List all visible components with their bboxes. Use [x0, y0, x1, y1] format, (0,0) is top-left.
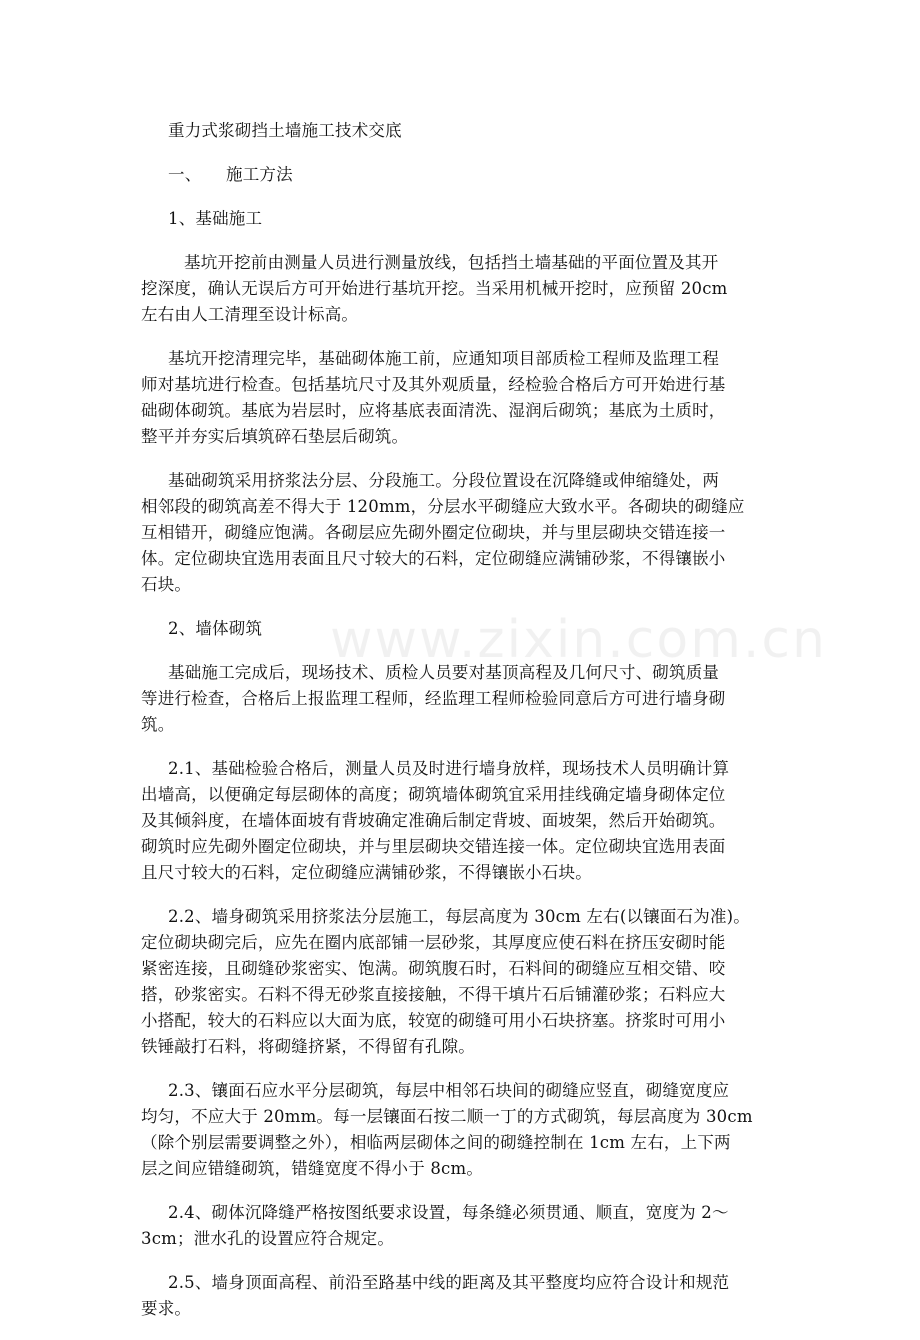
paragraph-line: 出墙高，以便确定每层砌体的高度；砌筑墙体砌筑宜采用挂线确定墙身砌体定位	[141, 785, 726, 804]
document-title: 重力式浆砌挡土墙施工技术交底	[168, 121, 402, 140]
subheading-foundation: 1、基础施工	[168, 209, 263, 228]
paragraph-line: 2.5、墙身顶面高程、前沿至路基中线的距离及其平整度均应符合设计和规范	[168, 1273, 730, 1292]
paragraph-line: 层之间应错缝砌筑，错缝宽度不得小于 8cm。	[141, 1159, 484, 1178]
paragraph-8	[141, 1200, 791, 1252]
paragraph-line: 小搭配，较大的石料应以大面为底，较宽的砌缝可用小石块挤塞。挤浆时可用小	[141, 1011, 726, 1030]
paragraph-line: 整平并夯实后填筑碎石垫层后砌筑。	[141, 427, 409, 446]
paragraph-line: 筑。	[141, 715, 175, 734]
paragraph-line: 师对基坑进行检查。包括基坑尺寸及其外观质量，经检验合格后方可开始进行基	[141, 375, 726, 394]
paragraph-line: 要求。	[141, 1299, 192, 1318]
paragraph-line: 等进行检查，合格后上报监理工程师，经监理工程师检验同意后方可进行墙身砌	[141, 689, 726, 708]
paragraph-1	[141, 250, 791, 328]
paragraph-line: 2.3、镶面石应水平分层砌筑，每层中相邻石块间的砌缝应竖直，砌缝宽度应	[168, 1081, 730, 1100]
watermark: www.zixin.com.cn	[330, 610, 827, 670]
paragraph-line: 基础砌筑采用挤浆法分层、分段施工。分段位置设在沉降缝或伸缩缝处，两	[168, 471, 720, 490]
subheading-wall: 2、墙体砌筑	[168, 619, 263, 638]
paragraph-line: 基坑开挖前由测量人员进行测量放线，包括挡土墙基础的平面位置及其开	[184, 253, 719, 272]
paragraph-7	[141, 1078, 791, 1182]
paragraph-line: 铁锤敲打石料，将砌缝挤紧，不得留有孔隙。	[141, 1037, 475, 1056]
paragraph-3	[141, 468, 791, 598]
section-heading-1	[168, 162, 791, 188]
paragraph-2	[141, 346, 791, 450]
paragraph-line: 相邻段的砌筑高差不得大于 120mm，分层水平砌缝应大致水平。各砌块的砌缝应	[141, 497, 745, 516]
paragraph-line: 左右由人工清理至设计标高。	[141, 305, 359, 324]
section-label: 施工方法	[226, 165, 293, 184]
paragraph-line: 3cm；泄水孔的设置应符合规定。	[141, 1229, 395, 1248]
paragraph-line: 挖深度，确认无误后方可开始进行基坑开挖。当采用机械开挖时，应预留 20cm	[141, 279, 728, 298]
paragraph-line: 基坑开挖清理完毕，基础砌体施工前，应通知项目部质检工程师及监理工程	[168, 349, 720, 368]
paragraph-line: 基础施工完成后，现场技术、质检人员要对基顶高程及几何尺寸、砌筑质量	[168, 663, 720, 682]
paragraph-line: 体。定位砌块宜选用表面且尺寸较大的石料，定位砌缝应满铺砂浆，不得镶嵌小	[141, 549, 726, 568]
paragraph-line: 及其倾斜度，在墙体面坡有背坡确定准确后制定背坡、面坡架，然后开始砌筑。	[141, 811, 726, 830]
paragraph-line: 互相错开，砌缝应饱满。各砌层应先砌外圈定位砌块，并与里层砌块交错连接一	[141, 523, 726, 542]
paragraph-line: 砌筑时应先砌外圈定位砌块，并与里层砌块交错连接一体。定位砌块宜选用表面	[141, 837, 726, 856]
section-number: 一、	[168, 165, 202, 184]
paragraph-line: （除个别层需要调整之外），相临两层砌体之间的砌缝控制在 1cm 左右，上下两	[141, 1133, 731, 1152]
paragraph-line: 础砌体砌筑。基底为岩层时，应将基底表面清洗、湿润后砌筑；基底为土质时，	[141, 401, 726, 420]
paragraph-line: 均匀，不应大于 20mm。每一层镶面石按二顺一丁的方式砌筑，每层高度为 30cm	[141, 1107, 753, 1126]
paragraph-line: 2.1、基础检验合格后，测量人员及时进行墙身放样，现场技术人员明确计算	[168, 759, 730, 778]
document-page	[141, 118, 791, 1340]
paragraph-line: 且尺寸较大的石料，定位砌缝应满铺砂浆，不得镶嵌小石块。	[141, 863, 592, 882]
paragraph-6	[141, 904, 791, 1060]
paragraph-5	[141, 756, 791, 886]
paragraph-line: 2.2、墙身砌筑采用挤浆法分层施工，每层高度为 30cm 左右(以镶面石为准)。	[168, 907, 750, 926]
paragraph-line: 石块。	[141, 575, 192, 594]
paragraph-line: 搭，砂浆密实。石料不得无砂浆直接接触，不得干填片石后铺灌砂浆；石料应大	[141, 985, 726, 1004]
paragraph-4	[141, 660, 791, 738]
paragraph-line: 紧密连接，且砌缝砂浆密实、饱满。砌筑腹石时，石料间的砌缝应互相交错、咬	[141, 959, 726, 978]
paragraph-line: 2.4、砌体沉降缝严格按图纸要求设置，每条缝必须贯通、顺直，宽度为 2～	[168, 1203, 729, 1222]
paragraph-9	[141, 1270, 791, 1322]
paragraph-line: 定位砌块砌完后，应先在圈内底部铺一层砂浆，其厚度应使石料在挤压安砌时能	[141, 933, 726, 952]
